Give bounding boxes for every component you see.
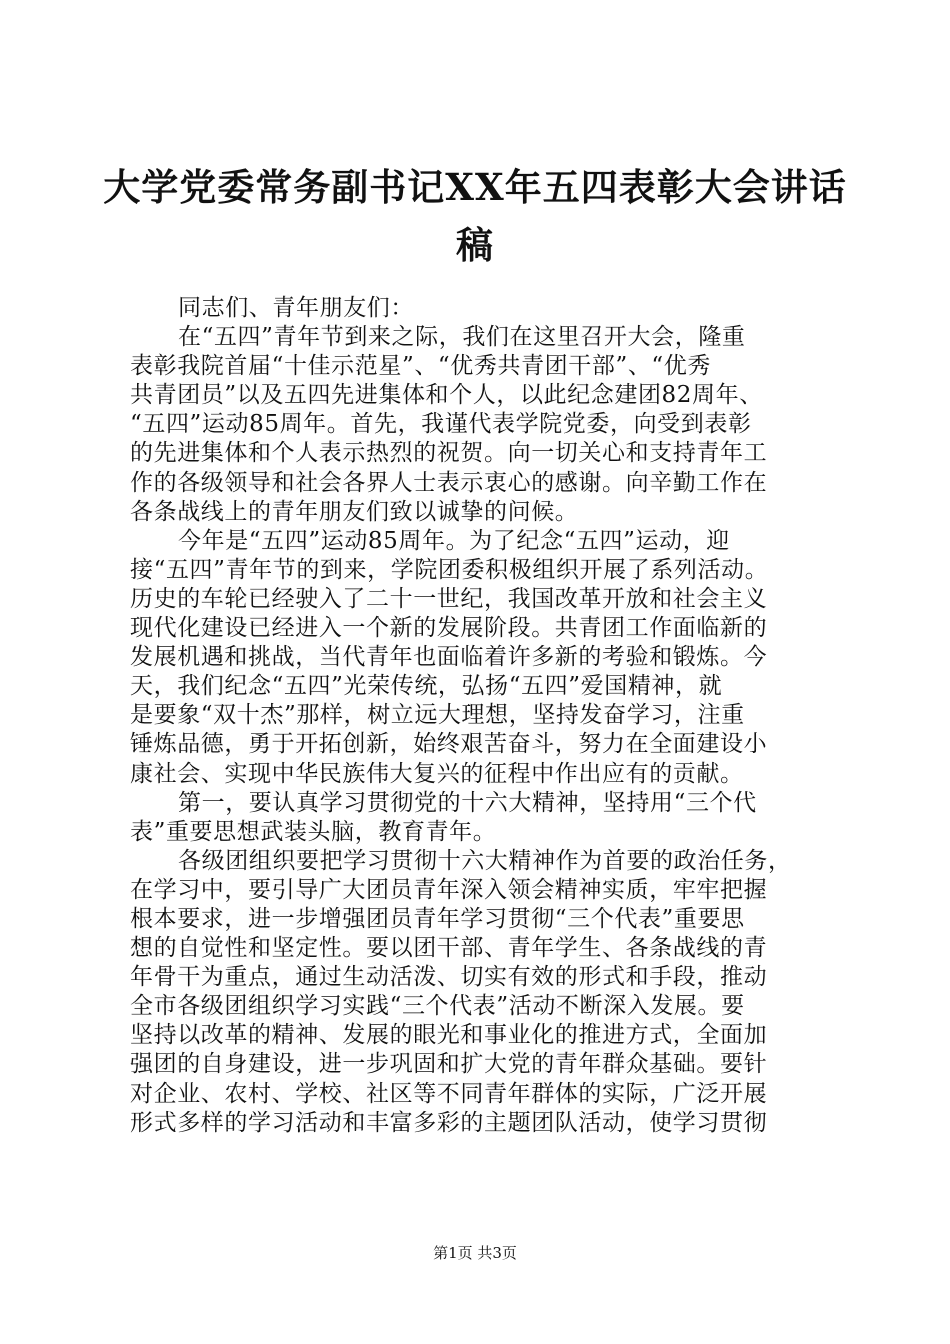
document-body — [130, 294, 830, 1138]
body-text-line: “五四”运动85周年。首先，我谨代表学院党委，向受到表彰 — [130, 411, 752, 438]
body-text-line: 现代化建设已经进入一个新的发展阶段。共青团工作面临新的 — [130, 615, 768, 642]
body-text-line: 康社会、实现中华民族伟大复兴的征程中作出应有的贡献。 — [130, 760, 744, 787]
title-line-1: 大学党委常务副书记XX年五四表彰大会讲话 — [103, 165, 847, 209]
body-text-line: 年骨干为重点，通过生动活泼、切实有效的形式和手段，推动 — [130, 964, 768, 991]
page-footer: 第1页 共3页 — [433, 1244, 517, 1262]
body-text-line: 今年是“五四”运动85周年。为了纪念“五四”运动，迎 — [178, 527, 730, 554]
body-text-line: 的先进集体和个人表示热烈的祝贺。向一切关心和支持青年工 — [130, 440, 768, 467]
body-text-line: 坚持以改革的精神、发展的眼光和事业化的推进方式，全面加 — [130, 1022, 768, 1049]
body-text-line: 根本要求，进一步增强团员青年学习贯彻“三个代表”重要思 — [130, 905, 745, 932]
body-text-line: 共青团员”以及五四先进集体和个人，以此纪念建团82周年、 — [130, 382, 763, 409]
body-text-line: 各条战线上的青年朋友们致以诚挚的问候。 — [130, 498, 579, 525]
document-title — [0, 158, 950, 274]
body-text-line: 接“五四”青年节的到来，学院团委积极组织开展了系列活动。 — [130, 556, 769, 583]
body-text-line: 天，我们纪念“五四”光荣传统，弘扬“五四”爱国精神，就 — [130, 673, 723, 700]
body-text-line: 发展机遇和挑战，当代青年也面临着许多新的考验和锻炼。今 — [130, 644, 768, 671]
body-text-line: 锤炼品德，勇于开拓创新，始终艰苦奋斗，努力在全面建设小 — [130, 731, 768, 758]
body-text-line: 历史的车轮已经驶入了二十一世纪，我国改革开放和社会主义 — [130, 585, 768, 612]
body-text-line: 各级团组织要把学习贯彻十六大精神作为首要的政治任务， — [178, 847, 792, 874]
body-text-line: 想的自觉性和坚定性。要以团干部、青年学生、各条战线的青 — [130, 935, 768, 962]
body-text-line: 全市各级团组织学习实践“三个代表”活动不断深入发展。要 — [130, 993, 745, 1020]
body-text-line: 在学习中，要引导广大团员青年深入领会精神实质，牢牢把握 — [130, 876, 768, 903]
body-text-line: 同志们、青年朋友们： — [178, 295, 414, 321]
body-text-line: 表彰我院首届“十佳示范星”、“优秀共青团干部”、“优秀 — [130, 353, 711, 380]
body-text-line: 强团的自身建设，进一步巩固和扩大党的青年群众基础。要针 — [130, 1051, 768, 1078]
body-text-line: 第一，要认真学习贯彻党的十六大精神，坚持用“三个代 — [178, 789, 757, 816]
body-text-line: 形式多样的学习活动和丰富多彩的主题团队活动，使学习贯彻 — [130, 1109, 768, 1136]
title-line-2: 稿 — [456, 223, 494, 267]
body-text-line: 在“五四”青年节到来之际，我们在这里召开大会，隆重 — [178, 324, 746, 351]
body-text-line: 是要象“双十杰”那样，树立远大理想，坚持发奋学习，注重 — [130, 702, 745, 729]
body-text-line: 表”重要思想武装头脑，教育青年。 — [130, 818, 497, 845]
body-text-line: 对企业、农村、学校、社区等不同青年群体的实际，广泛开展 — [130, 1080, 768, 1107]
body-text-line: 作的各级领导和社会各界人士表示衷心的感谢。向辛勤工作在 — [130, 469, 768, 496]
